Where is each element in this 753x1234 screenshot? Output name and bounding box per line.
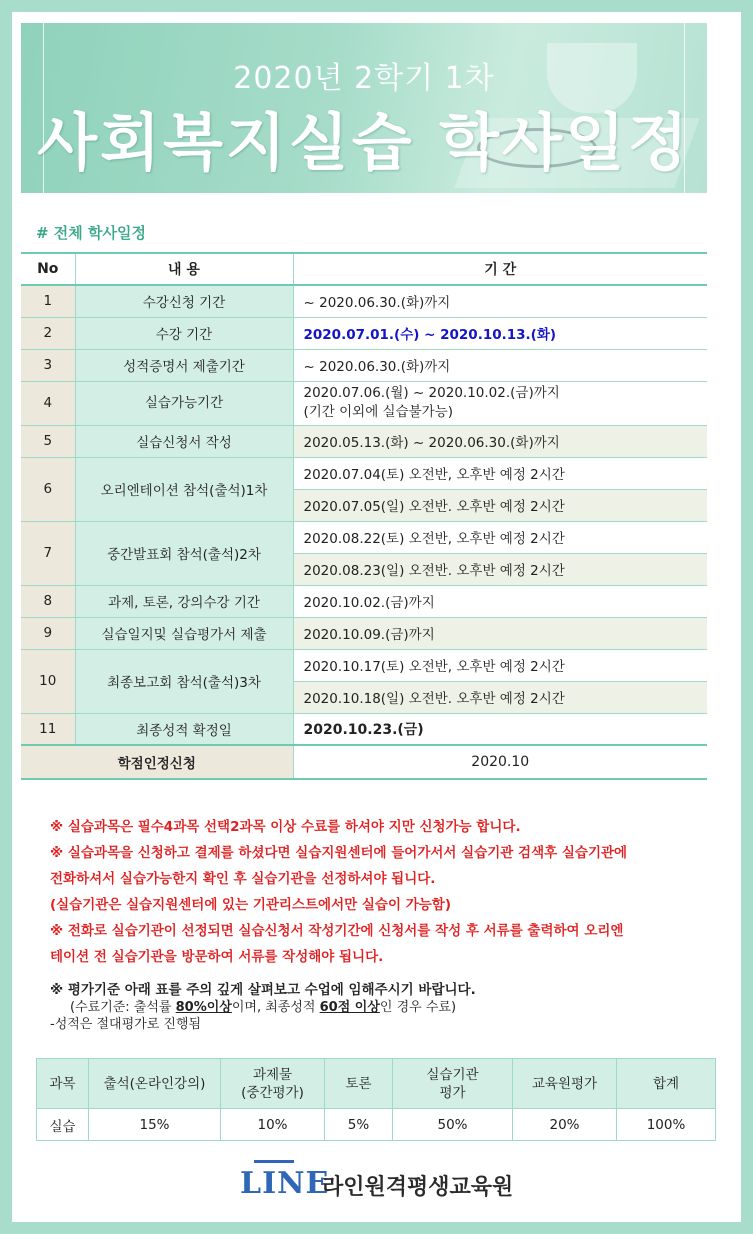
score-requirement: 60점 이상 — [319, 1000, 380, 1015]
eval-header: 교육원평가 — [513, 1059, 617, 1109]
notes — [50, 814, 710, 970]
row-no: 8 — [21, 585, 75, 617]
table-row — [21, 713, 707, 745]
row-no: 2 — [21, 317, 75, 349]
eval-cell: 50% — [393, 1109, 513, 1141]
logo — [240, 1158, 540, 1208]
row-no: 9 — [21, 617, 75, 649]
table-row — [21, 285, 707, 317]
eval-header: 출석(온라인강의) — [89, 1059, 221, 1109]
row-content: 수강 기간 — [75, 317, 293, 349]
eval-header: 과제물 (중간평가) — [221, 1059, 325, 1109]
row-content: 수강신청 기간 — [75, 285, 293, 317]
row-period: 2020.05.13.(화) ~ 2020.06.30.(화)까지 — [293, 425, 707, 457]
table-row — [21, 457, 707, 489]
schedule-header-row — [21, 253, 707, 285]
eval-cell: 100% — [617, 1109, 716, 1141]
row-no: 7 — [21, 521, 75, 585]
row-content: 과제, 토론, 강의수강 기간 — [75, 585, 293, 617]
eval-header: 토론 — [325, 1059, 393, 1109]
row-content: 오리엔테이션 참석(출석)1차 — [75, 457, 293, 521]
logo-mark: LINE — [240, 1166, 330, 1201]
note-line: ※ 실습과목은 필수4과목 선택2과목 이상 수료를 하셔야 지만 신청가능 합니다. — [50, 819, 521, 835]
evaluation-data-row — [37, 1109, 716, 1141]
row-no: 11 — [21, 713, 75, 745]
row-period: 2020.07.01.(수) ~ 2020.10.13.(화) — [293, 317, 707, 349]
eval-cell: 5% — [325, 1109, 393, 1141]
evaluation-notes — [50, 982, 710, 1033]
row-period-line: 2020.07.06.(월) ~ 2020.10.02.(금)까지 — [303, 385, 560, 401]
eval-cell: 20% — [513, 1109, 617, 1141]
eval-header: 합계 — [617, 1059, 716, 1109]
note-line: ※ 전화로 실습기관이 선정되면 실습신청서 작성기간에 신청서를 작성 후 서류를 출력하여 오리엔 — [50, 923, 624, 939]
header-period: 기 간 — [293, 253, 707, 285]
row-period-line: (기간 이외에 실습불가능) — [303, 404, 454, 420]
criteria-mid: 이며, 최종성적 — [231, 1000, 320, 1015]
row-no: 6 — [21, 457, 75, 521]
table-row — [21, 521, 707, 553]
eval-cell: 실습 — [37, 1109, 89, 1141]
row-content: 실습신청서 작성 — [75, 425, 293, 457]
eval-cell: 10% — [221, 1109, 325, 1141]
row-no: 4 — [21, 381, 75, 425]
schedule-table — [21, 252, 707, 780]
row-period — [293, 381, 707, 425]
table-row — [21, 617, 707, 649]
eval-header: 과목 — [37, 1059, 89, 1109]
table-row — [21, 585, 707, 617]
row-content: 성적증명서 제출기간 — [75, 349, 293, 381]
banner — [21, 23, 707, 193]
row-period: 2020.10.18(일) 오전반. 오후반 예정 2시간 — [293, 681, 707, 713]
evaluation-table — [36, 1058, 716, 1141]
row-period: 2020.10.17(토) 오전반, 오후반 예정 2시간 — [293, 649, 707, 681]
row-no: 1 — [21, 285, 75, 317]
row-content: 최종성적 확정일 — [75, 713, 293, 745]
banner-subtitle: 2020년 2학기 1차 — [233, 61, 495, 96]
credit-label: 학점인정신청 — [21, 745, 293, 779]
criteria-suffix: 인 경우 수료) — [379, 1000, 457, 1015]
row-no: 5 — [21, 425, 75, 457]
table-row — [21, 381, 707, 425]
row-content: 최종보고회 참석(출석)3차 — [75, 649, 293, 713]
banner-title: 사회복지실습 학사일정 — [37, 106, 691, 179]
row-period: ~ 2020.06.30.(화)까지 — [293, 349, 707, 381]
table-row — [21, 425, 707, 457]
row-content: 중간발표회 참석(출석)2차 — [75, 521, 293, 585]
row-no: 10 — [21, 649, 75, 713]
row-period: 2020.10.09.(금)까지 — [293, 617, 707, 649]
table-row — [21, 317, 707, 349]
credit-row — [21, 745, 707, 779]
row-period: 2020.08.22(토) 오전반, 오후반 예정 2시간 — [293, 521, 707, 553]
note-line: (실습기관은 실습지원센터에 있는 기관리스트에서만 실습이 가능함) — [50, 897, 451, 913]
note-line: ※ 실습과목을 신청하고 결제를 하셨다면 실습지원센터에 들어가서서 실습기관 검색후 실습기관에 — [50, 845, 628, 861]
criteria-prefix: (수료기준: 출석률 — [70, 1000, 176, 1015]
note-line: 테이션 전 실습기관을 방문하여 서류를 작성해야 됩니다. — [50, 949, 384, 965]
row-content: 실습일지및 실습평가서 제출 — [75, 617, 293, 649]
header-content: 내 용 — [75, 253, 293, 285]
logo-name: 라인원격평생교육원 — [322, 1175, 514, 1200]
row-period: 2020.07.04(토) 오전반, 오후반 예정 2시간 — [293, 457, 707, 489]
header-no: No — [21, 253, 75, 285]
table-row — [21, 349, 707, 381]
row-content: 실습가능기간 — [75, 381, 293, 425]
table-row — [21, 649, 707, 681]
attendance-requirement: 80%이상 — [175, 1000, 232, 1015]
row-period: 2020.08.23(일) 오전반. 오후반 예정 2시간 — [293, 553, 707, 585]
evaluation-heading: ※ 평가기준 아래 표를 주의 깊게 살펴보고 수업에 임해주시기 바랍니다. — [50, 982, 476, 998]
section-title: # 전체 학사일정 — [36, 224, 146, 242]
eval-cell: 15% — [89, 1109, 221, 1141]
row-no: 3 — [21, 349, 75, 381]
row-period: 2020.10.23.(금) — [293, 713, 707, 745]
row-period: ~ 2020.06.30.(화)까지 — [293, 285, 707, 317]
evaluation-criteria — [50, 999, 710, 1016]
note-line: 전화하셔서 실습가능한지 확인 후 실습기관을 선정하셔야 됩니다. — [50, 871, 436, 887]
evaluation-header-row — [37, 1059, 716, 1109]
eval-header: 실습기관 평가 — [393, 1059, 513, 1109]
row-period: 2020.07.05(일) 오전반. 오후반 예정 2시간 — [293, 489, 707, 521]
row-period: 2020.10.02.(금)까지 — [293, 585, 707, 617]
evaluation-absolute: -성적은 절대평가로 진행됨 — [50, 1017, 202, 1032]
credit-value: 2020.10 — [293, 745, 707, 779]
